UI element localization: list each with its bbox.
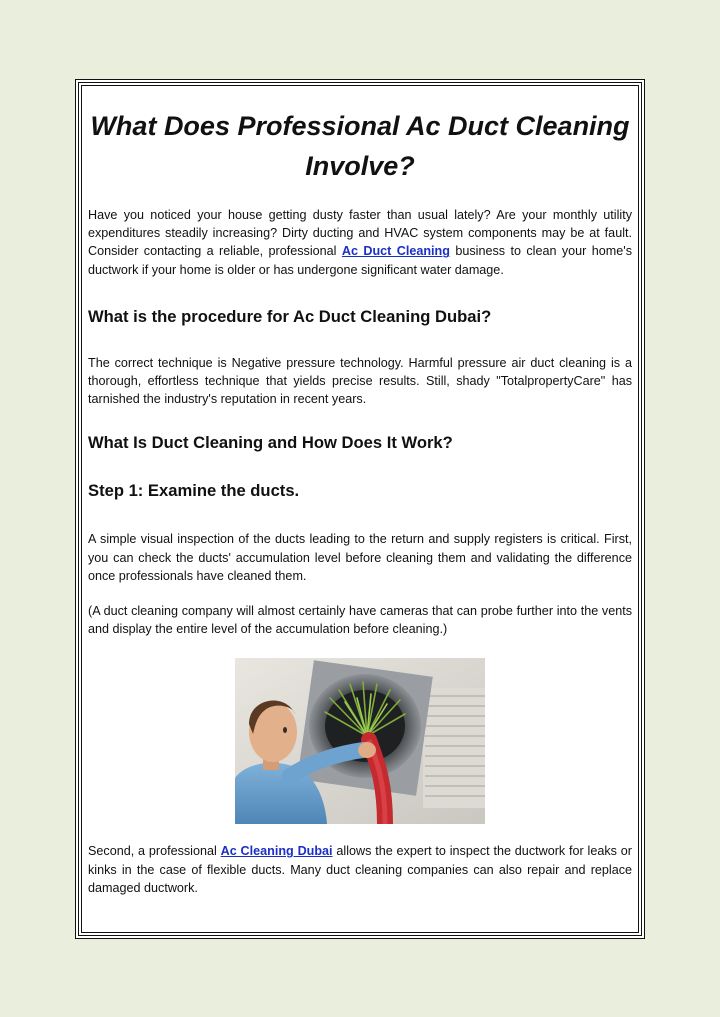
ac-cleaning-dubai-link[interactable]: Ac Cleaning Dubai (220, 844, 333, 859)
ac-duct-cleaning-link[interactable]: Ac Duct Cleaning (341, 244, 450, 259)
second-paragraph (88, 842, 632, 897)
intro-text-end: business to clean your home's ductwork if your home is older or has undergone significant water damage. (88, 244, 632, 277)
duct-cleaning-photo (235, 658, 485, 824)
intro-text-start: Have you noticed your house getting dusty faster than usual lately? Are your monthly utility expenditures steadily increasing? Dirty ducting and HVAC system components may be at fault. Consider contacting a reliable, professional (88, 208, 632, 259)
how-it-works-heading: What Is Duct Cleaning and How Does It Work? (88, 433, 453, 453)
step-1-heading: Step 1: Examine the ducts. (88, 481, 300, 501)
document-title: What Does Professional Ac Duct Cleaning Involve? (90, 111, 630, 181)
intro-paragraph (88, 206, 632, 279)
step-1-paragraph: A simple visual inspection of the ducts leading to the return and supply registers is critical. First, you can check the ducts' accumulation level before cleaning them and validating the difference once professionals have cleaned them. (88, 532, 632, 583)
procedure-paragraph: The correct technique is Negative pressure technology. Harmful pressure air duct cleaning is a thorough, effortless technique that yields precise results. Still, shady "TotalpropertyCare" has tarnished the industry's reputation in recent years. (88, 355, 632, 407)
procedure-heading: What is the procedure for Ac Duct Cleaning Dubai? (88, 306, 492, 326)
document-content (88, 100, 632, 897)
vent-grille (423, 688, 485, 808)
second-text-end: allows the expert to inspect the ductwork for leaks or kinks in the case of flexible ducts. Many duct cleaning companies can also repair and replace damaged ductwork. (88, 844, 632, 895)
second-text-start: Second, a professional (88, 844, 221, 859)
camera-note-paragraph: (A duct cleaning company will almost certainly have cameras that can probe further into the vents and display the entire level of the accumulation before cleaning.) (88, 604, 632, 637)
